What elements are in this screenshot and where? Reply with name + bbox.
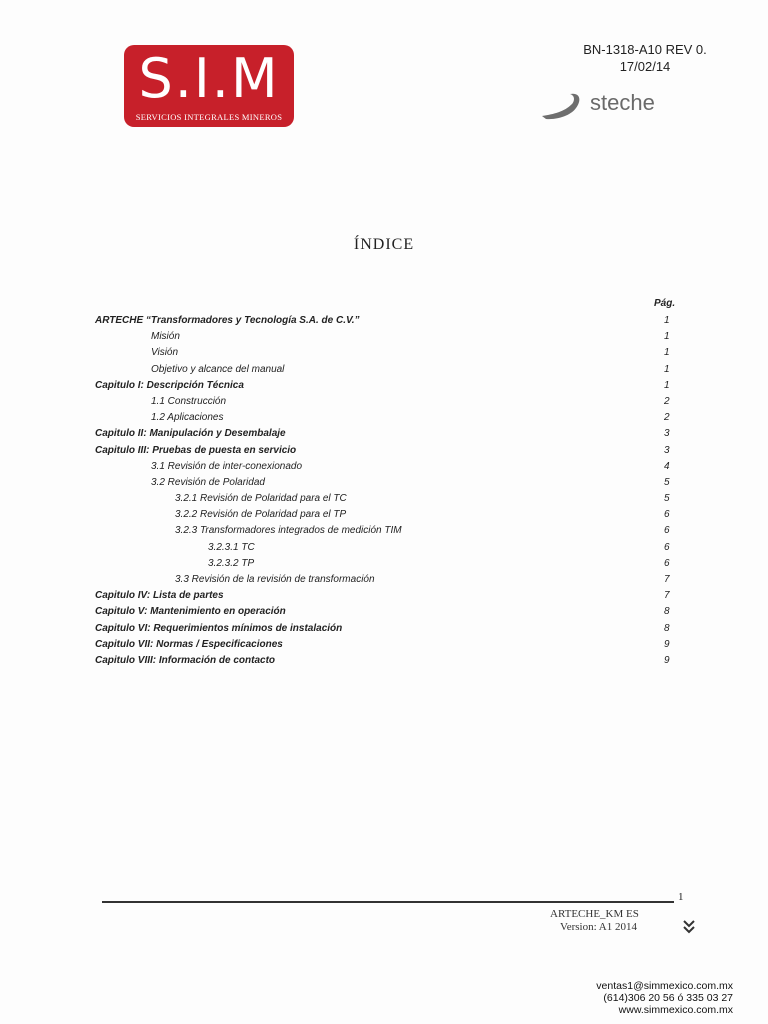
contact-email: ventas1@simmexico.com.mx bbox=[596, 980, 733, 992]
arteche-wordmark: steche bbox=[590, 90, 655, 115]
toc-entry bbox=[0, 395, 768, 411]
table-of-contents bbox=[0, 314, 768, 670]
toc-entry-label: 3.2.3.2 TP bbox=[208, 557, 255, 569]
page-column-header: Pág. bbox=[654, 298, 676, 309]
document-reference bbox=[560, 41, 730, 75]
footer-document-code: ARTECHE_KM ES bbox=[550, 908, 639, 920]
toc-entry-label: Capitulo III: Pruebas de puesta en servicio bbox=[95, 444, 297, 456]
toc-entry bbox=[0, 476, 768, 492]
toc-entry bbox=[0, 460, 768, 476]
toc-entry bbox=[0, 573, 768, 589]
toc-entry bbox=[0, 411, 768, 427]
toc-entry-label: 3.3 Revisión de la revisión de transformación bbox=[175, 574, 375, 585]
footer-divider bbox=[102, 901, 674, 903]
toc-entry-label: Capitulo VII: Normas / Especificaciones bbox=[95, 638, 283, 650]
toc-entry-page: 5 bbox=[664, 493, 670, 505]
toc-entry-label: 1.2 Aplicaciones bbox=[151, 412, 224, 424]
toc-entry-label: 1.1 Construcción bbox=[151, 395, 227, 407]
toc-entry-page: 6 bbox=[664, 557, 670, 569]
toc-entry-page: 6 bbox=[664, 509, 670, 521]
toc-entry-page: 1 bbox=[664, 315, 670, 326]
toc-entry-label: 3.2.3 Transformadores integrados de medición TIM bbox=[175, 525, 402, 537]
toc-entry-label: 3.2.1 Revisión de Polaridad para el TC bbox=[175, 493, 347, 505]
toc-entry bbox=[0, 444, 768, 460]
toc-entry-label: ARTECHE “Transformadores y Tecnología S.A. de C.V.” bbox=[95, 315, 360, 326]
toc-entry-page: 2 bbox=[664, 412, 670, 424]
toc-entry bbox=[0, 346, 768, 362]
toc-entry bbox=[0, 363, 768, 379]
footer-page-number: 1 bbox=[678, 891, 684, 903]
toc-entry bbox=[0, 541, 768, 557]
toc-entry-page: 1 bbox=[664, 347, 670, 359]
toc-entry bbox=[0, 638, 768, 654]
logo-mark: S.I.M bbox=[138, 47, 280, 110]
toc-entry-page: 3 bbox=[664, 444, 670, 456]
toc-entry-page: 1 bbox=[664, 379, 670, 391]
toc-entry-page: 8 bbox=[664, 622, 670, 634]
toc-entry-label: 3.1 Revisión de inter-conexionado bbox=[151, 460, 303, 472]
toc-entry bbox=[0, 524, 768, 540]
toc-entry-label: 3.2.3.1 TC bbox=[208, 541, 255, 553]
toc-entry-page: 5 bbox=[664, 476, 670, 488]
toc-entry-page: 9 bbox=[664, 638, 670, 650]
contact-block bbox=[560, 980, 733, 1016]
document-date: 17/02/14 bbox=[619, 59, 671, 74]
contact-website: www.simmexico.com.mx bbox=[618, 1004, 733, 1016]
toc-entry-label: Capitulo IV: Lista de partes bbox=[95, 590, 224, 602]
toc-entry-page: 6 bbox=[664, 541, 670, 553]
toc-entry-label: Capitulo I: Descripción Técnica bbox=[95, 379, 244, 391]
double-chevron-down-icon bbox=[682, 918, 696, 936]
toc-entry-label: Capitulo VI: Requerimientos mínimos de instalación bbox=[95, 622, 343, 634]
toc-entry bbox=[0, 314, 768, 330]
toc-entry-page: 1 bbox=[664, 363, 670, 375]
page-title: ÍNDICE bbox=[353, 236, 415, 253]
toc-entry bbox=[0, 508, 768, 524]
toc-entry-label: Visión bbox=[151, 347, 179, 359]
toc-entry-page: 7 bbox=[664, 590, 670, 602]
toc-entry-page: 9 bbox=[664, 654, 670, 666]
toc-entry-page: 4 bbox=[664, 460, 670, 472]
toc-entry bbox=[0, 557, 768, 573]
toc-entry-label: Capitulo II: Manipulación y Desembalaje bbox=[95, 428, 286, 440]
arteche-swoosh-icon bbox=[542, 94, 579, 119]
toc-entry bbox=[0, 379, 768, 395]
toc-entry bbox=[0, 622, 768, 638]
document-code: BN-1318-A10 REV 0. bbox=[583, 42, 707, 57]
toc-entry-page: 3 bbox=[664, 428, 670, 440]
toc-entry-page: 1 bbox=[664, 331, 670, 343]
toc-entry bbox=[0, 654, 768, 670]
toc-entry-label: Capitulo VIII: Información de contacto bbox=[95, 654, 276, 666]
toc-entry-label: Objetivo y alcance del manual bbox=[151, 363, 285, 375]
toc-entry-page: 7 bbox=[664, 574, 670, 585]
toc-entry-page: 2 bbox=[664, 395, 670, 407]
sim-logo bbox=[124, 45, 294, 127]
toc-entry bbox=[0, 492, 768, 508]
toc-entry bbox=[0, 427, 768, 443]
toc-entry bbox=[0, 589, 768, 605]
contact-phone: (614)306 20 56 ó 335 03 27 bbox=[603, 992, 733, 1004]
toc-entry bbox=[0, 330, 768, 346]
toc-entry-page: 8 bbox=[664, 606, 670, 618]
footer-version: Version: A1 2014 bbox=[560, 921, 637, 933]
toc-entry-page: 6 bbox=[664, 525, 670, 537]
toc-entry-label: 3.2 Revisión de Polaridad bbox=[151, 476, 265, 488]
toc-entry-label: 3.2.2 Revisión de Polaridad para el TP bbox=[175, 509, 347, 521]
toc-entry-label: Capitulo V: Mantenimiento en operación bbox=[95, 606, 286, 618]
toc-entry bbox=[0, 605, 768, 621]
toc-entry-label: Misión bbox=[151, 331, 180, 343]
logo-subtitle: SERVICIOS INTEGRALES MINEROS bbox=[135, 112, 283, 122]
arteche-logo bbox=[540, 84, 700, 124]
